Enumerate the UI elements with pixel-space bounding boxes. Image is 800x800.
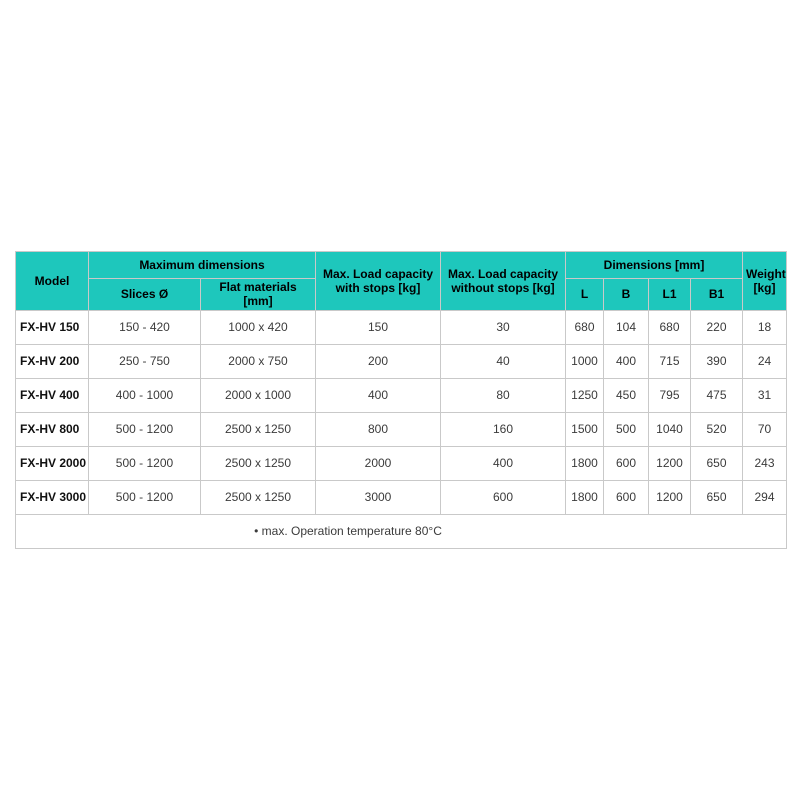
- cell-dim-l1: 715: [649, 344, 691, 378]
- header-dimensions: Dimensions [mm]: [566, 252, 743, 279]
- cell-dim-b: 400: [604, 344, 649, 378]
- cell-load-with-stops: 400: [316, 378, 441, 412]
- cell-flat-materials: 2500 x 1250: [201, 480, 316, 514]
- cell-load-with-stops: 2000: [316, 446, 441, 480]
- cell-dim-b: 600: [604, 480, 649, 514]
- cell-weight: 31: [743, 378, 787, 412]
- cell-dim-b1: 520: [691, 412, 743, 446]
- header-model: Model: [16, 252, 89, 311]
- header-load-without-stops: Max. Load capacity without stops [kg]: [441, 252, 566, 311]
- cell-slices: 500 - 1200: [89, 412, 201, 446]
- cell-dim-b: 500: [604, 412, 649, 446]
- cell-dim-l: 1000: [566, 344, 604, 378]
- cell-load-without-stops: 160: [441, 412, 566, 446]
- cell-dim-l: 680: [566, 310, 604, 344]
- header-flat-materials: Flat materials [mm]: [201, 279, 316, 311]
- header-dim-l: L: [566, 279, 604, 311]
- table-row: [16, 446, 787, 480]
- cell-load-without-stops: 600: [441, 480, 566, 514]
- cell-flat-materials: 2000 x 1000: [201, 378, 316, 412]
- table-body: [16, 310, 787, 514]
- cell-dim-l: 1800: [566, 446, 604, 480]
- cell-dim-l: 1800: [566, 480, 604, 514]
- cell-dim-l: 1250: [566, 378, 604, 412]
- table-row: [16, 310, 787, 344]
- table-footer: [16, 514, 787, 548]
- cell-weight: 294: [743, 480, 787, 514]
- cell-model: FX-HV 150: [16, 310, 89, 344]
- table-row: [16, 344, 787, 378]
- cell-slices: 250 - 750: [89, 344, 201, 378]
- cell-dim-b1: 650: [691, 446, 743, 480]
- cell-dim-l1: 1200: [649, 480, 691, 514]
- cell-dim-b1: 390: [691, 344, 743, 378]
- cell-dim-b1: 220: [691, 310, 743, 344]
- cell-flat-materials: 2500 x 1250: [201, 412, 316, 446]
- cell-weight: 70: [743, 412, 787, 446]
- footer-row: [16, 514, 787, 548]
- cell-load-with-stops: 800: [316, 412, 441, 446]
- cell-dim-b1: 650: [691, 480, 743, 514]
- table-row: [16, 378, 787, 412]
- header-row-top: [16, 252, 787, 279]
- cell-dim-l1: 1040: [649, 412, 691, 446]
- cell-slices: 500 - 1200: [89, 446, 201, 480]
- cell-dim-b: 450: [604, 378, 649, 412]
- cell-slices: 400 - 1000: [89, 378, 201, 412]
- cell-load-without-stops: 400: [441, 446, 566, 480]
- cell-load-with-stops: 200: [316, 344, 441, 378]
- cell-load-without-stops: 30: [441, 310, 566, 344]
- cell-slices: 150 - 420: [89, 310, 201, 344]
- header-load-with-stops: Max. Load capacity with stops [kg]: [316, 252, 441, 311]
- cell-model: FX-HV 2000: [16, 446, 89, 480]
- cell-dim-l1: 795: [649, 378, 691, 412]
- cell-model: FX-HV 400: [16, 378, 89, 412]
- table-row: [16, 480, 787, 514]
- cell-dim-l1: 1200: [649, 446, 691, 480]
- footer-note: • max. Operation temperature 80°C: [16, 514, 787, 548]
- cell-load-with-stops: 3000: [316, 480, 441, 514]
- cell-dim-b: 600: [604, 446, 649, 480]
- cell-model: FX-HV 200: [16, 344, 89, 378]
- cell-weight: 243: [743, 446, 787, 480]
- header-dim-b: B: [604, 279, 649, 311]
- cell-model: FX-HV 800: [16, 412, 89, 446]
- header-dim-b1: B1: [691, 279, 743, 311]
- product-spec-table: [15, 251, 787, 549]
- cell-flat-materials: 2500 x 1250: [201, 446, 316, 480]
- cell-dim-l: 1500: [566, 412, 604, 446]
- cell-weight: 24: [743, 344, 787, 378]
- header-slices: Slices Ø: [89, 279, 201, 311]
- cell-weight: 18: [743, 310, 787, 344]
- cell-flat-materials: 2000 x 750: [201, 344, 316, 378]
- cell-dim-b1: 475: [691, 378, 743, 412]
- table-row: [16, 412, 787, 446]
- header-maximum-dimensions: Maximum dimensions: [89, 252, 316, 279]
- cell-load-without-stops: 80: [441, 378, 566, 412]
- header-weight: Weight [kg]: [743, 252, 787, 311]
- cell-load-with-stops: 150: [316, 310, 441, 344]
- header-dim-l1: L1: [649, 279, 691, 311]
- table-header: [16, 252, 787, 311]
- cell-dim-b: 104: [604, 310, 649, 344]
- cell-model: FX-HV 3000: [16, 480, 89, 514]
- cell-slices: 500 - 1200: [89, 480, 201, 514]
- cell-load-without-stops: 40: [441, 344, 566, 378]
- cell-flat-materials: 1000 x 420: [201, 310, 316, 344]
- cell-dim-l1: 680: [649, 310, 691, 344]
